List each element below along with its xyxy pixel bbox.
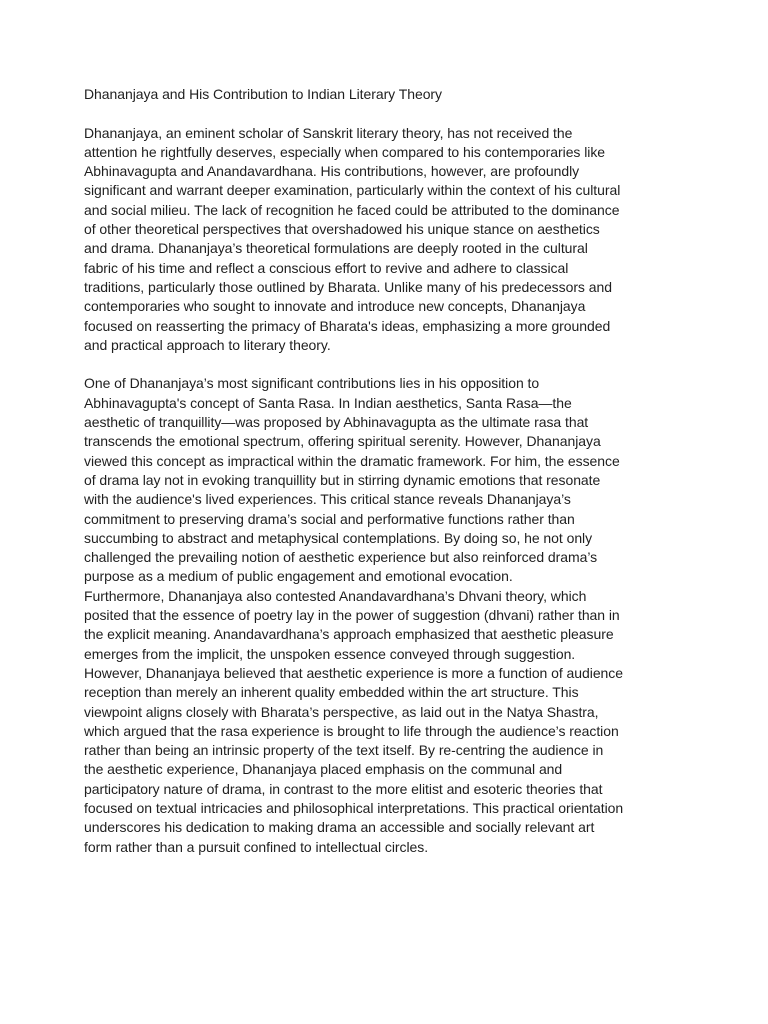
document-body [84,85,624,857]
paragraph-dhvani-theory: Furthermore, Dhananjaya also contested Anandavardhana’s Dhvani theory, which posited that the essence of poetry lay in the power of suggestion (dhvani) rather than in the explicit meaning. Anandavardhana’s approach emphasized that aesthetic pleasure emerges from the implicit, the unspoken essence conveyed through suggestion. However, Dhananjaya believed that aesthetic experience is more a function of audience reception than merely an inherent quality embedded within the art structure. This viewpoint aligns closely with Bharata’s perspective, as laid out in the Natya Shastra, which argued that the rasa experience is brought to life through the audience’s reaction rather than being an intrinsic property of the text itself. By re-centring the audience in the aesthetic experience, Dhananjaya placed emphasis on the communal and participatory nature of drama, in contrast to the more elitist and esoteric theories that focused on textual intricacies and philosophical interpretations. This practical orientation underscores his dedication to making drama an accessible and socially relevant art form rather than a pursuit confined to intellectual circles. [84,587,624,855]
paragraph-santa-rasa: One of Dhananjaya’s most significant contributions lies in his opposition to Abhinavagupta's concept of Santa Rasa. In Indian aesthetics, Santa Rasa—the aesthetic of tranquillity—was proposed by Abhinavagupta as the ultimate rasa that transcends the emotional spectrum, offering spiritual serenity. However, Dhananjaya viewed this concept as impractical within the dramatic framework. For him, the essence of drama lay not in evoking tranquillity but in stirring dynamic emotions that resonate with the audience's lived experiences. This critical stance reveals Dhananjaya’s commitment to preserving drama’s social and performative functions rather than succumbing to abstract and metaphysical contemplations. By doing so, he not only challenged the prevailing notion of aesthetic experience but also reinforced drama’s purpose as a medium of public engagement and emotional evocation. [84,375,620,585]
document-title: Dhananjaya and His Contribution to Indian Literary Theory [84,86,442,102]
paragraph-introduction: Dhananjaya, an eminent scholar of Sanskrit literary theory, has not received the attention he rightfully deserves, especially when compared to his contemporaries like Abhinavagupta and Anandavardhana. His contributions, however, are profoundly significant and warrant deeper examination, particularly within the context of his cultural and social milieu. The lack of recognition he faced could be attributed to the dominance of other theoretical perspectives that overshadowed his unique stance on aesthetics and drama. Dhananjaya’s theoretical formulations are deeply rooted in the cultural fabric of his time and reflect a conscious effort to revive and adhere to classical traditions, particularly those outlined by Bharata. Unlike many of his predecessors and contemporaries who sought to innovate and introduce new concepts, Dhananjaya focused on reasserting the primacy of Bharata's ideas, emphasizing a more grounded and practical approach to literary theory. [84,124,621,353]
